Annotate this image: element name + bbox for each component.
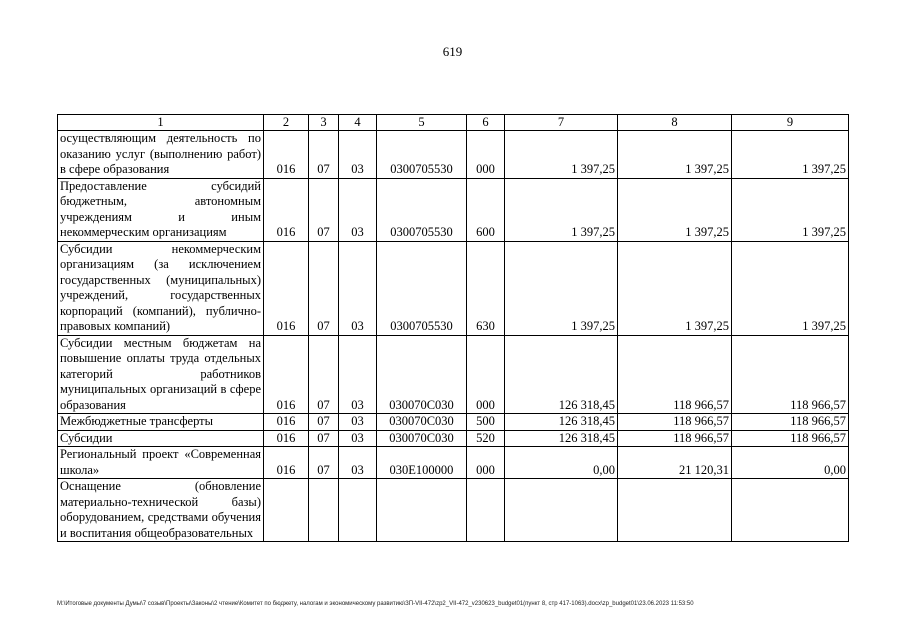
cell-section: 07 <box>309 131 339 179</box>
cell-subsection: 03 <box>339 241 377 335</box>
cell-amount-1 <box>505 479 618 542</box>
cell-ministry-code: 016 <box>264 414 309 431</box>
row-description: Оснащение (обновление материально-технической базы) оборудованием, средствами обучения и воспитания общеобразовательных <box>58 479 264 542</box>
cell-amount-1: 1 397,25 <box>505 241 618 335</box>
cell-amount-3: 1 397,25 <box>732 131 849 179</box>
cell-section: 07 <box>309 430 339 447</box>
cell-ministry-code <box>264 479 309 542</box>
cell-target-article: 0300705530 <box>377 241 467 335</box>
cell-section: 07 <box>309 241 339 335</box>
column-header: 6 <box>467 115 505 131</box>
cell-amount-3: 1 397,25 <box>732 241 849 335</box>
cell-target-article: 0300705530 <box>377 178 467 241</box>
cell-ministry-code: 016 <box>264 447 309 479</box>
column-header: 5 <box>377 115 467 131</box>
column-header: 3 <box>309 115 339 131</box>
cell-expense-type: 000 <box>467 447 505 479</box>
table-row <box>58 430 849 447</box>
cell-ministry-code: 016 <box>264 178 309 241</box>
column-header: 7 <box>505 115 618 131</box>
cell-expense-type: 630 <box>467 241 505 335</box>
cell-subsection: 03 <box>339 414 377 431</box>
cell-amount-1: 126 318,45 <box>505 414 618 431</box>
cell-section: 07 <box>309 447 339 479</box>
cell-amount-2: 21 120,31 <box>618 447 732 479</box>
cell-expense-type: 600 <box>467 178 505 241</box>
budget-table <box>57 114 849 542</box>
cell-target-article: 030070C030 <box>377 430 467 447</box>
cell-target-article: 030070C030 <box>377 414 467 431</box>
cell-amount-2: 1 397,25 <box>618 178 732 241</box>
row-description: Субсидии <box>58 430 264 447</box>
row-description: Региональный проект «Современная школа» <box>58 447 264 479</box>
cell-ministry-code: 016 <box>264 335 309 414</box>
cell-section: 07 <box>309 414 339 431</box>
cell-target-article: 0300705530 <box>377 131 467 179</box>
cell-amount-3 <box>732 479 849 542</box>
row-description: Субсидии некоммерческим организациям (за исключением государственных (муниципальных) учреждений, государственных корпораций (компаний), публично-правовых компаний) <box>58 241 264 335</box>
cell-section: 07 <box>309 335 339 414</box>
cell-ministry-code: 016 <box>264 430 309 447</box>
cell-subsection <box>339 479 377 542</box>
cell-section: 07 <box>309 178 339 241</box>
cell-target-article <box>377 479 467 542</box>
cell-amount-2: 118 966,57 <box>618 430 732 447</box>
row-description: Межбюджетные трансферты <box>58 414 264 431</box>
cell-amount-2: 1 397,25 <box>618 131 732 179</box>
cell-expense-type: 000 <box>467 131 505 179</box>
cell-target-article: 030E100000 <box>377 447 467 479</box>
cell-amount-3: 1 397,25 <box>732 178 849 241</box>
column-header: 1 <box>58 115 264 131</box>
table-row <box>58 447 849 479</box>
cell-amount-2: 118 966,57 <box>618 414 732 431</box>
cell-amount-3: 118 966,57 <box>732 335 849 414</box>
cell-expense-type <box>467 479 505 542</box>
table-row <box>58 414 849 431</box>
cell-expense-type: 520 <box>467 430 505 447</box>
table-row <box>58 241 849 335</box>
cell-subsection: 03 <box>339 430 377 447</box>
table-row <box>58 131 849 179</box>
cell-amount-1: 0,00 <box>505 447 618 479</box>
cell-subsection: 03 <box>339 447 377 479</box>
cell-expense-type: 500 <box>467 414 505 431</box>
table-row <box>58 479 849 542</box>
cell-amount-1: 126 318,45 <box>505 430 618 447</box>
column-header: 8 <box>618 115 732 131</box>
cell-amount-2: 1 397,25 <box>618 241 732 335</box>
cell-amount-2: 118 966,57 <box>618 335 732 414</box>
table-header-row <box>58 115 849 131</box>
cell-subsection: 03 <box>339 335 377 414</box>
cell-amount-3: 118 966,57 <box>732 430 849 447</box>
cell-amount-1: 1 397,25 <box>505 178 618 241</box>
file-path-footer: M:\Итоговые документы Думы\7 созыв\Проекты\Законы\2 чтение\Комитет по бюджету, налогам и экономическому развитию\ЗП-VII-472\zp2_VII-472_v230623_budget01(пункт 8, стр 417-1063).docx\zp_budget01\23.06.2023 11:53:50 <box>57 601 694 607</box>
cell-amount-1: 1 397,25 <box>505 131 618 179</box>
cell-ministry-code: 016 <box>264 131 309 179</box>
table-row <box>58 335 849 414</box>
table-row <box>58 178 849 241</box>
column-header: 2 <box>264 115 309 131</box>
cell-section <box>309 479 339 542</box>
page-number: 619 <box>442 44 463 59</box>
cell-target-article: 030070C030 <box>377 335 467 414</box>
cell-amount-2 <box>618 479 732 542</box>
column-header: 4 <box>339 115 377 131</box>
row-description: осуществляющим деятельность по оказанию услуг (выполнению работ) в сфере образования <box>58 131 264 179</box>
cell-subsection: 03 <box>339 131 377 179</box>
row-description: Предоставление субсидий бюджетным, автономным учреждениям и иным некоммерческим организациям <box>58 178 264 241</box>
row-description: Субсидии местным бюджетам на повышение оплаты труда отдельных категорий работников муниципальных организаций в сфере образования <box>58 335 264 414</box>
cell-amount-3: 0,00 <box>732 447 849 479</box>
cell-expense-type: 000 <box>467 335 505 414</box>
cell-amount-3: 118 966,57 <box>732 414 849 431</box>
cell-ministry-code: 016 <box>264 241 309 335</box>
cell-subsection: 03 <box>339 178 377 241</box>
column-header: 9 <box>732 115 849 131</box>
cell-amount-1: 126 318,45 <box>505 335 618 414</box>
